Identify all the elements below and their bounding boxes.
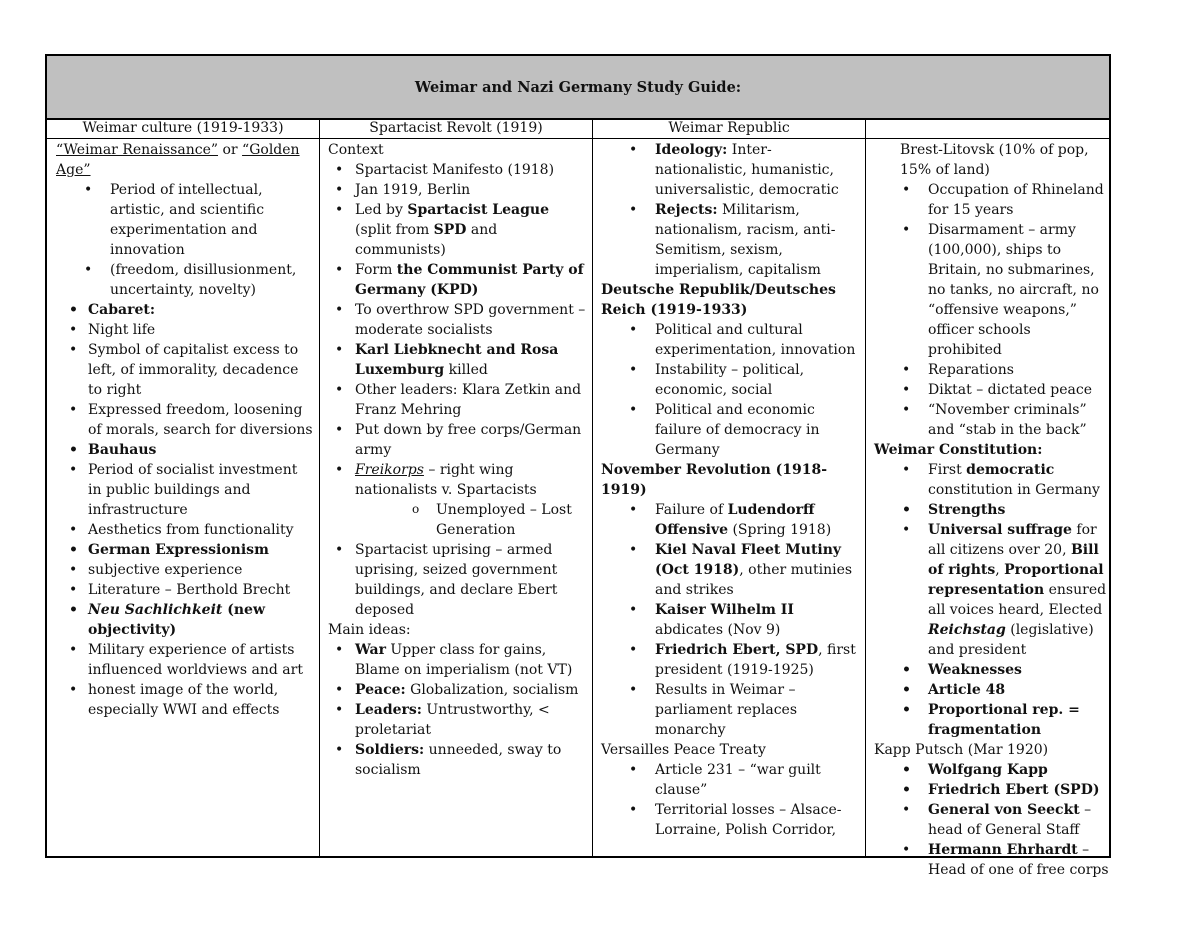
header-empty [866, 118, 1111, 138]
list-item: • War Upper class for gains, Blame on imperialism (not VT) [328, 640, 588, 680]
list-item: • Proportional rep. = fragmentation [874, 700, 1109, 740]
list-item: • Reparations [874, 360, 1109, 380]
list-item: • Peace: Globalization, socialism [328, 680, 588, 700]
brest-litovsk-continuation: Brest-Litovsk (10% of pop, 15% of land) [900, 142, 1089, 178]
main-ideas-heading: Main ideas: [328, 622, 411, 638]
list-item: • Military experience of artists influenced worldviews and art [56, 640, 315, 680]
list-item: • German Expressionism [56, 540, 315, 560]
weimar-renaissance-heading: “Weimar Renaissance” or “Golden Age” [56, 142, 300, 178]
page-title: Weimar and Nazi Germany Study Guide: [47, 56, 1109, 120]
list-item: • Friedrich Ebert, SPD, first president (1919-1925) [601, 640, 861, 680]
list-item: • Instability – political, economic, social [601, 360, 861, 400]
list-item: • Strengths [874, 500, 1109, 520]
versailles-heading: Versailles Peace Treaty [601, 742, 766, 758]
sub-list-item: o Unemployed – Lost Generation [328, 500, 588, 540]
list-item: • Failure of Ludendorff Offensive (Spring 1918) [601, 500, 861, 540]
list-item: • Universal suffrage for all citizens over 20, Bill of rights, Proportional representation ensured all voices heard, Elected Reichstag (legislative) and president [874, 520, 1109, 660]
column-weimar-culture [47, 140, 319, 856]
list-item: • Kiel Naval Fleet Mutiny (Oct 1918), other mutinies and strikes [601, 540, 861, 600]
list-item: • Neu Sachlichkeit (new objectivity) [56, 600, 315, 640]
list-item: • Diktat – dictated peace [874, 380, 1109, 400]
list-item: • “November criminals” and “stab in the back” [874, 400, 1109, 440]
list-item: • Symbol of capitalist excess to left, of immorality, decadence to right [56, 340, 315, 400]
november-revolution-heading: November Revolution (1918-1919) [601, 462, 828, 498]
list-item: • Night life [56, 320, 315, 340]
header-row [47, 118, 1109, 139]
list-item: • Put down by free corps/German army [328, 420, 588, 460]
list-item: • Leaders: Untrustworthy, < proletariat [328, 700, 588, 740]
list-item: • Period of socialist investment in public buildings and infrastructure [56, 460, 315, 520]
list-item: • Ideology: Inter-nationalistic, humanistic, universalistic, democratic [601, 140, 861, 200]
list-item: • Kaiser Wilhelm II abdicates (Nov 9) [601, 600, 861, 640]
column-weimar-republic [593, 140, 865, 856]
kapp-putsch-heading: Kapp Putsch (Mar 1920) [874, 742, 1049, 758]
header-spartacist-revolt: Spartacist Revolt (1919) [369, 120, 543, 136]
list-item: • Freikorps – right wing nationalists v. Spartacists [328, 460, 588, 500]
context-heading: Context [328, 142, 384, 158]
list-item: • Karl Liebknecht and Rosa Luxemburg killed [328, 340, 588, 380]
list-item: • Results in Weimar – parliament replaces monarchy [601, 680, 861, 740]
list-item: • Friedrich Ebert (SPD) [874, 780, 1109, 800]
list-item: • Led by Spartacist League (split from SPD and communists) [328, 200, 588, 260]
list-item: • honest image of the world, especially WWI and effects [56, 680, 315, 720]
list-item: • (freedom, disillusionment, uncertainty, novelty) [56, 260, 315, 300]
list-item: • Political and cultural experimentation, innovation [601, 320, 861, 360]
list-item: • General von Seeckt – head of General Staff [874, 800, 1109, 840]
header-weimar-republic: Weimar Republic [668, 120, 790, 136]
list-item: • First democratic constitution in Germany [874, 460, 1109, 500]
list-item: • Literature – Berthold Brecht [56, 580, 315, 600]
list-item: • Cabaret: [56, 300, 315, 320]
deutsches-reich-heading: Deutsche Republik/Deutsches Reich (1919-1933) [601, 282, 836, 318]
list-item: • Expressed freedom, loosening of morals, search for diversions [56, 400, 315, 440]
list-item: • Other leaders: Klara Zetkin and Franz Mehring [328, 380, 588, 420]
list-item: • Bauhaus [56, 440, 315, 460]
list-item: • Form the Communist Party of Germany (KPD) [328, 260, 588, 300]
list-item: • Article 48 [874, 680, 1109, 700]
list-item: • Wolfgang Kapp [874, 760, 1109, 780]
list-item: • Hermann Ehrhardt – Head of one of free corps [874, 840, 1109, 880]
list-item: • Disarmament – army (100,000), ships to Britain, no submarines, no tanks, no aircraft, no “offensive weapons,” officer schools prohibited [874, 220, 1109, 360]
list-item: • Spartacist Manifesto (1918) [328, 160, 588, 180]
list-item: • Weaknesses [874, 660, 1109, 680]
column-continued [866, 140, 1113, 878]
list-item: • Jan 1919, Berlin [328, 180, 588, 200]
column-spartacist-revolt [320, 140, 592, 856]
header-weimar-culture: Weimar culture (1919-1933) [82, 120, 284, 136]
list-item: • Spartacist uprising – armed uprising, seized government buildings, and declare Ebert deposed [328, 540, 588, 620]
list-item: • Soldiers: unneeded, sway to socialism [328, 740, 588, 780]
list-item: • Territorial losses – Alsace-Lorraine, Polish Corridor, [601, 800, 861, 840]
list-item: • Article 231 – “war guilt clause” [601, 760, 861, 800]
list-item: • subjective experience [56, 560, 315, 580]
list-item: • Rejects: Militarism, nationalism, racism, anti-Semitism, sexism, imperialism, capitalism [601, 200, 861, 280]
list-item: • Aesthetics from functionality [56, 520, 315, 540]
list-item: • To overthrow SPD government – moderate socialists [328, 300, 588, 340]
list-item: • Political and economic failure of democracy in Germany [601, 400, 861, 460]
list-item: • Occupation of Rhineland for 15 years [874, 180, 1109, 220]
weimar-constitution-heading: Weimar Constitution: [874, 442, 1043, 458]
study-guide-table [45, 54, 1111, 878]
list-item: • Period of intellectual, artistic, and scientific experimentation and innovation [56, 180, 315, 260]
